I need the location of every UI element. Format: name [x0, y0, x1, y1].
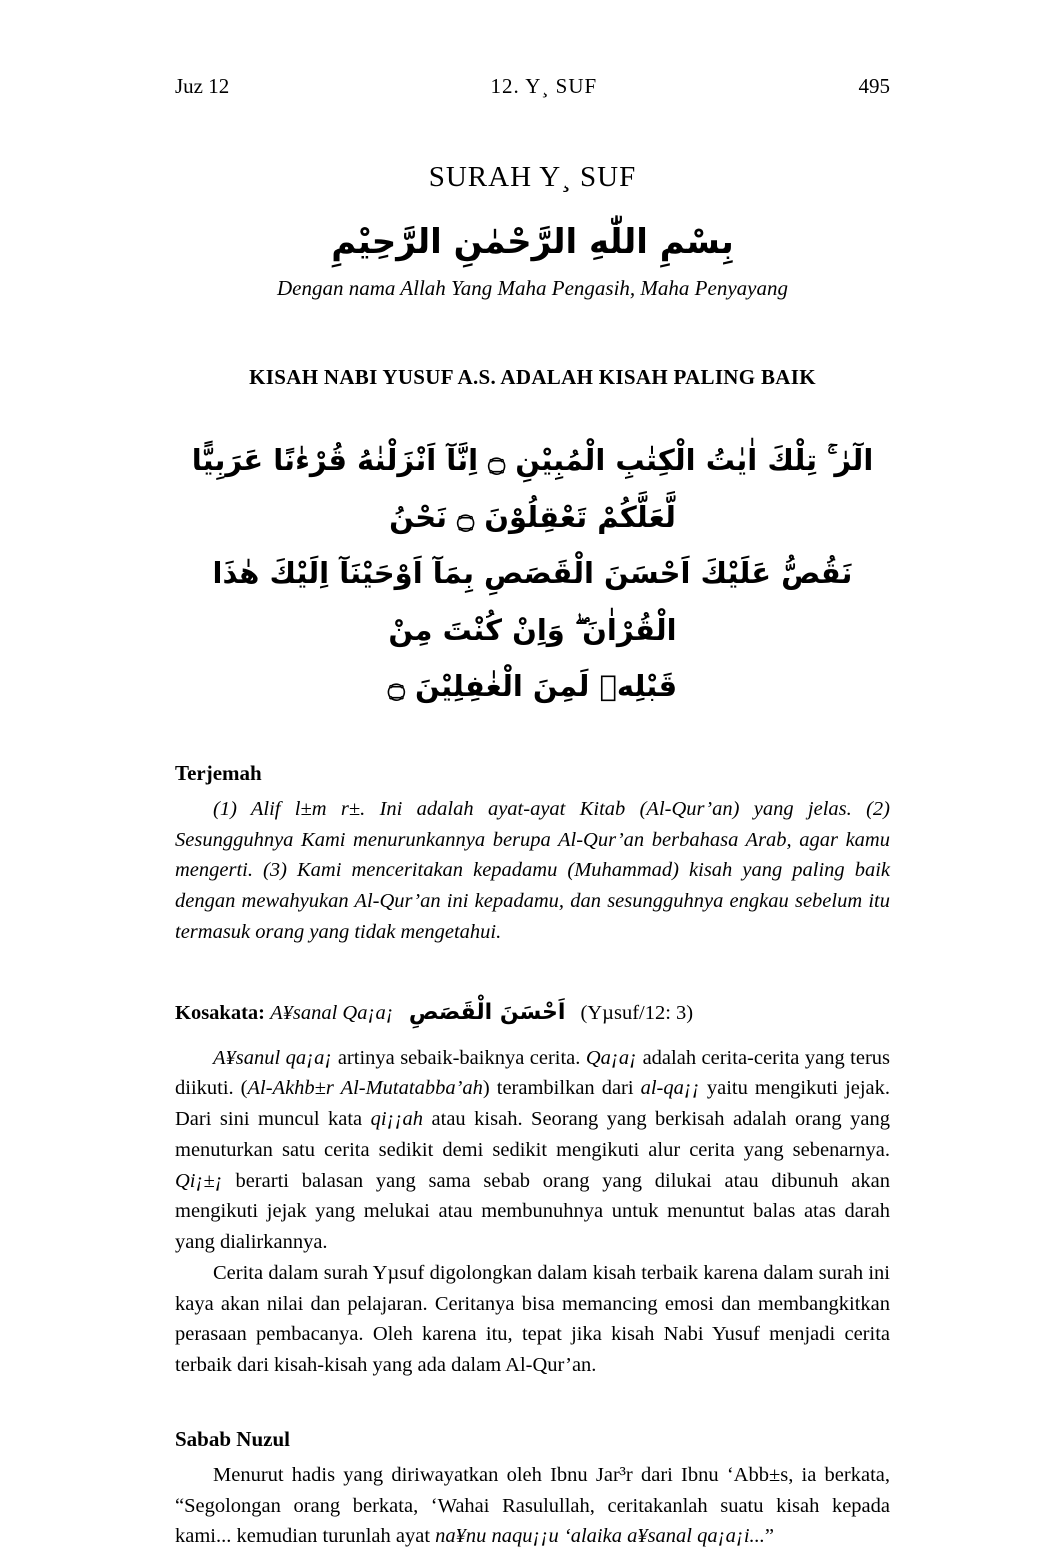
running-header — [175, 74, 890, 99]
verse-line: نَقُصُّ عَلَيْكَ اَحْسَنَ الْقَصَصِ بِمَآ اَوْحَيْنَآ اِلَيْكَ هٰذَا الْقُرْاٰنَ ۖ وَاِنْ كُنْتَ مِنْ — [212, 556, 853, 647]
terjemah-heading: Terjemah — [175, 760, 262, 785]
kosakata-term: A¥sanal Qa¡a¡ — [270, 1001, 394, 1024]
verse-line: الٓرٰ ۚ تِلْكَ اٰيٰتُ الْكِتٰبِ الْمُبِيْنِ ۝ اِنَّآ اَنْزَلْنٰهُ قُرْءٰنًا عَرَبِيًّا لَّعَلَّكُمْ تَعْقِلُوْنَ ۝ نَحْنُ — [191, 443, 874, 534]
kosakata-paragraph-1: A¥sanul qa¡a¡ artinya sebaik-baiknya cerita. Qa¡a¡ adalah cerita-cerita yang terus diikuti. (Al-Akhb±r Al-Mutatabba’ah) terambilkan dari al-qa¡¡ yaitu mengikuti jejak. Dari sini muncul kata qi¡¡ah atau kisah. Seorang yang berkisah adalah orang yang menuturkan satu cerita sedikit demi sedikit mengikuti alur cerita yang sebenarnya. Qi¡±¡ berarti balasan yang sama sebab orang yang dilukai atau dibunuh akan mengikuti jejak yang melukai atau membunuhnya untuk menuntut balas atas darah yang dialirkannya. — [175, 1046, 891, 1254]
kosakata-reference: (Yµsuf/12: 3) — [580, 1001, 694, 1024]
kosakata-arabic: اَحْسَنَ الْقَصَصِ — [408, 999, 566, 1025]
running-header-surah: 12. Y¸ SUF — [490, 74, 598, 98]
kosakata-line — [175, 1000, 890, 1025]
bismillah-calligraphy: بِسْمِ اللّٰهِ الرَّحْمٰنِ الرَّحِيْمِ — [331, 222, 734, 262]
sabab-nuzul-heading: Sabab Nuzul — [175, 1426, 290, 1451]
section-heading: KISAH NABI YUSUF A.S. ADALAH KISAH PALING BAIK — [249, 365, 816, 390]
running-header-page-number: 495 — [858, 74, 890, 98]
running-header-juz: Juz 12 — [175, 74, 230, 98]
kosakata-paragraph-2: Cerita dalam surah Yµsuf digolongkan dalam kisah terbaik karena dalam surah ini kaya akan nilai dan pelajaran. Ceritanya bisa memancing emosi dan membangkitkan perasaan pembacanya. Oleh karena itu, tepat jika kisah Nabi Yusuf menjadi cerita terbaik dari kisah-kisah yang ada dalam Al-Qur’an. — [175, 1261, 890, 1377]
quran-verse-block — [175, 432, 890, 715]
kosakata-label: Kosakata: — [175, 1001, 265, 1024]
verse-line: قَبْلِهٖ لَمِنَ الْغٰفِلِيْنَ ۝ — [387, 669, 678, 704]
terjemah-paragraph: (1) Alif l±m r±. Ini adalah ayat-ayat Kitab (Al-Qur’an) yang jelas. (2) Sesungguhnya Kami menurunkannya berupa Al-Qur’an berbahasa Arab, agar kamu mengerti. (3) Kami menceritakan kepadamu (Muhammad) kisah yang paling baik dengan mewahyukan Al-Qur’an ini kepadamu, dan sesungguhnya engkau sebelum itu termasuk orang yang tidak mengetahui. — [175, 797, 890, 943]
sabab-nuzul-paragraph: Menurut hadis yang diriwayatkan oleh Ibnu Jar³r dari Ibnu ‘Abb±s, ia berkata, “Segolongan orang berkata, ‘Wahai Rasulullah, ceritakanlah suatu kisah kepada kami... kemudian turunlah ayat na¥nu naqu¡¡u ‘alaika a¥sanal qa¡a¡i...” — [175, 1463, 890, 1548]
bismillah-translation: Dengan nama Allah Yang Maha Pengasih, Maha Penyayang — [277, 276, 788, 301]
surah-title: SURAH Y¸ SUF — [428, 161, 637, 193]
